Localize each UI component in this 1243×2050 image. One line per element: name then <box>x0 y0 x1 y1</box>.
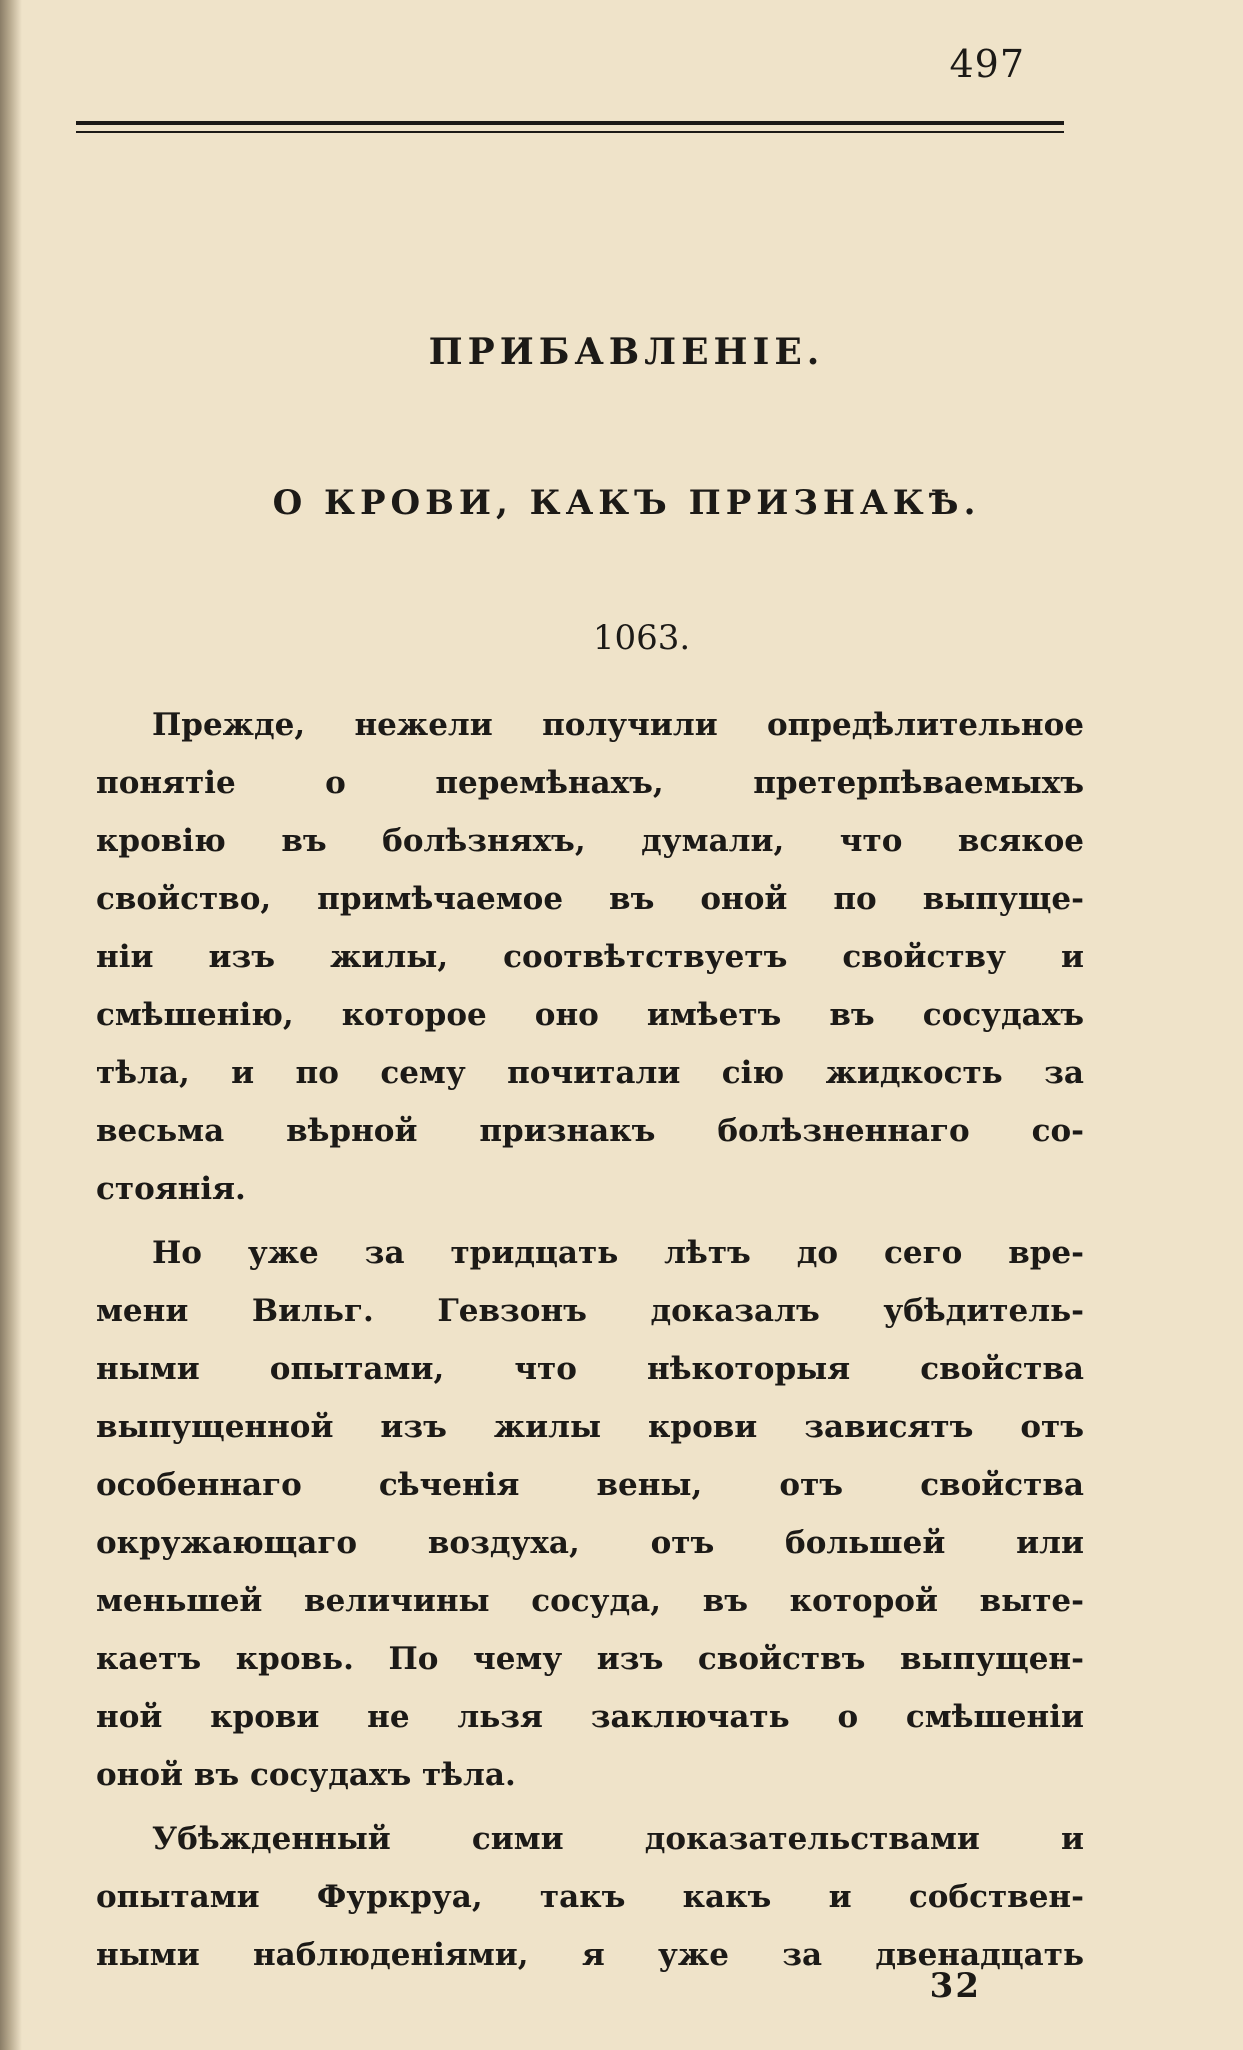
paragraph-2 <box>96 1224 1084 1804</box>
text-line: мени Вильг. Гевзонъ доказалъ убѣдитель- <box>96 1293 1084 1329</box>
text-line: Убѣжденный сими доказательствами и <box>152 1821 1084 1857</box>
binding-gutter-shadow <box>0 0 22 2050</box>
text-line: смѣшенію, которое оно имѣетъ въ сосудахъ <box>96 997 1084 1033</box>
text-line: выпущенной изъ жилы крови зависятъ отъ <box>96 1409 1084 1445</box>
text-line: кровію въ болѣзняхъ, думали, что всякое <box>96 823 1084 859</box>
text-line: особеннаго сѣченія вены, отъ свойства <box>96 1467 1084 1503</box>
text-line: весьма вѣрной признакъ болѣзненнаго со- <box>96 1113 1084 1149</box>
header-rule-thin <box>76 131 1064 133</box>
text-line: окружающаго воздуха, отъ большей или <box>96 1525 1084 1561</box>
text-line: опытами Фуркруа, такъ какъ и собствен- <box>96 1879 1084 1915</box>
page-number: 497 <box>949 42 1025 86</box>
paragraph-3 <box>96 1810 1084 1984</box>
section-heading: ПРИБАВЛЕНІЕ. <box>428 331 825 373</box>
text-line: ными наблюденіями, я уже за двенадцать <box>96 1937 1084 1973</box>
text-line: оной въ сосудахъ тѣла. <box>96 1757 516 1793</box>
section-subheading: О КРОВИ, КАКЪ ПРИЗНАКѢ. <box>272 483 981 523</box>
text-line: каетъ кровь. По чему изъ свойствъ выпущен- <box>96 1641 1084 1677</box>
paragraph-1 <box>96 696 1084 1218</box>
text-line: ными опытами, что нѣкоторыя свойства <box>96 1351 1084 1387</box>
signature-mark: 32 <box>929 1966 981 2006</box>
text-line: Но уже за тридцать лѣтъ до сего вре- <box>152 1235 1084 1271</box>
header-rule-thick <box>76 121 1064 125</box>
text-line: Прежде, нежели получили опредѣлительное <box>152 707 1084 743</box>
text-line: понятіе о перемѣнахъ, претерпѣваемыхъ <box>96 765 1084 801</box>
text-line: стоянія. <box>96 1171 246 1207</box>
text-line: ніи изъ жилы, соотвѣтствуетъ свойству и <box>96 939 1084 975</box>
text-line: меньшей величины сосуда, въ которой выте- <box>96 1583 1084 1619</box>
text-line: ной крови не льзя заключать о смѣшеніи <box>96 1699 1084 1735</box>
section-number: 1063. <box>592 618 691 658</box>
text-line: свойство, примѣчаемое въ оной по выпуще- <box>96 881 1084 917</box>
text-line: тѣла, и по сему почитали сію жидкость за <box>96 1055 1084 1091</box>
body-text <box>96 696 1084 1984</box>
